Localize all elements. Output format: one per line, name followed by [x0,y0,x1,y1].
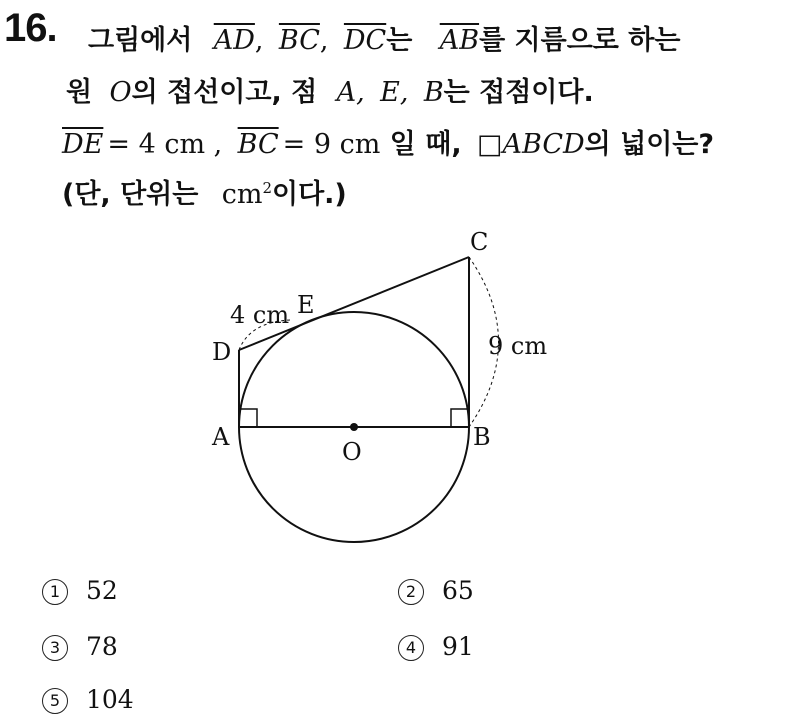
text: 그림에서 [88,25,193,56]
point-b: B [423,77,444,108]
square-symbol: □ [476,129,503,160]
text: (단, 단위는 [62,179,199,210]
text: 는 접점이다. [443,77,594,108]
unit-cm: cm [221,179,263,210]
equation-de: = 4 cm , [107,129,223,160]
label-bc-length: 9 cm [488,332,548,360]
right-angle-mark-b [451,409,469,427]
circle-o: O [109,77,132,108]
segment-ad: $\overline{AD}$ [213,25,255,56]
segment-ab: $\overline{AB}$ [439,25,480,56]
option-3[interactable] [42,632,118,661]
option-2[interactable] [398,576,474,605]
option-number: 4 [398,635,424,661]
label-b: B [473,423,491,451]
label-e: E [297,291,315,319]
center-point-o [350,423,358,431]
comma: , [319,25,329,56]
option-value: 78 [86,632,118,661]
label-a: A [212,423,230,451]
option-number: 3 [42,635,68,661]
unit-exponent: 2 [262,179,273,197]
segment-bc: $\overline{BC}$ [278,25,320,56]
option-4[interactable] [398,632,474,661]
option-number: 1 [42,579,68,605]
question-number: 16. [4,6,57,50]
text: 의 넓이는? [584,129,715,160]
option-5[interactable] [42,685,134,714]
option-number: 2 [398,579,424,605]
option-value: 104 [86,685,134,714]
text: 원 [66,77,93,108]
option-1[interactable] [42,576,118,605]
segment-dc: $\overline{DC}$ [343,25,387,56]
text: 는 [386,25,413,56]
option-value: 52 [86,576,118,605]
segment-de: $\overline{DE}$ [62,129,104,160]
text: 이다.) [272,179,347,210]
option-value: 91 [442,632,474,661]
point-a: A, [336,77,365,108]
equation-bc: = 9 cm [282,129,381,160]
quadrilateral-abcd: ABCD [502,129,585,160]
text: 를 지름으로 하는 [479,25,681,56]
label-o: O [342,438,362,466]
segment-bc: $\overline{BC}$ [237,129,279,160]
option-number: 5 [42,688,68,714]
option-value: 65 [442,576,474,605]
comma: , [254,25,264,56]
text: 의 접선이고, 점 [131,77,318,108]
point-e: E, [380,77,409,108]
label-d: D [212,338,232,366]
right-angle-mark-a [239,409,257,427]
label-c: C [470,228,489,256]
label-de-length: 4 cm [230,301,290,329]
text: 일 때, [389,129,462,160]
